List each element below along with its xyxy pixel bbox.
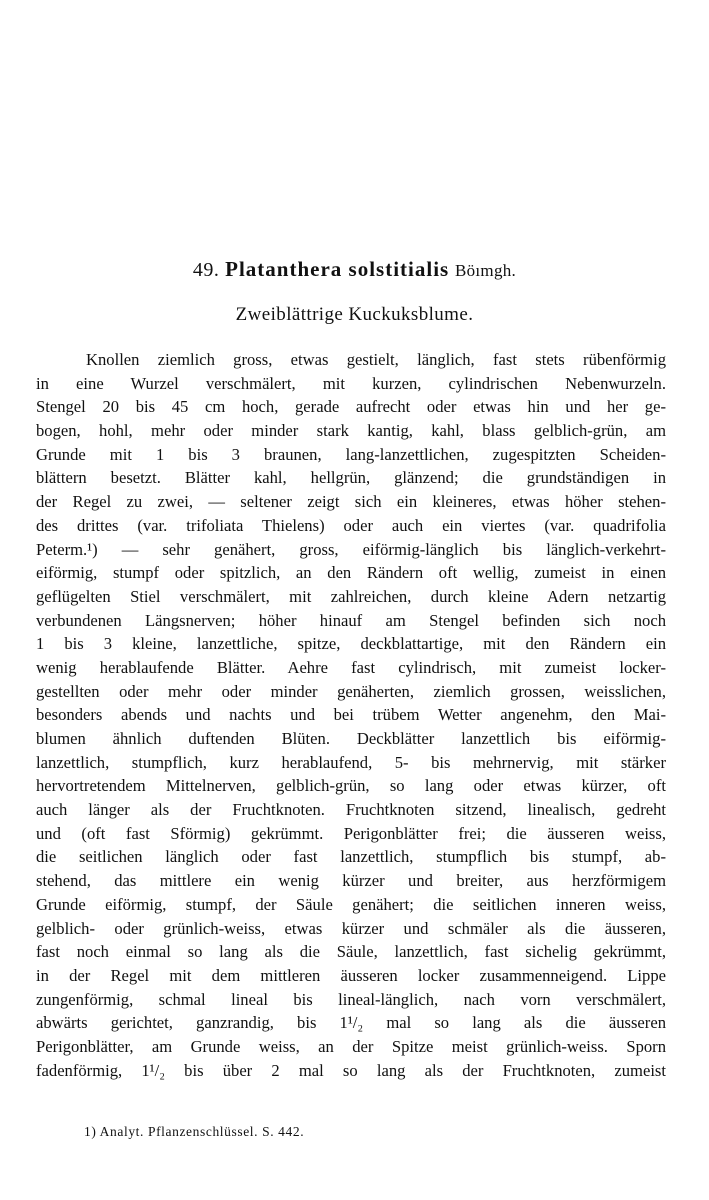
text-line: in eine Wurzel verschmälert, mit kurzen, cylindrischen Nebenwurzeln.: [36, 373, 666, 393]
text-line: Perigonblätter, am Grunde weiss, an der Spitze meist grünlich-weiss. Sporn: [36, 1036, 666, 1056]
text-line: blättern besetzt. Blätter kahl, hellgrün, glänzend; die grundständigen in: [36, 468, 666, 488]
text-line: Stengel 20 bis 45 cm hoch, gerade aufrecht oder etwas hin und her ge-: [36, 397, 666, 417]
text-line: die seitlichen länglich oder fast lanzettlich, stumpflich bis stumpf, ab-: [36, 847, 666, 867]
text-line: lanzettlich, stumpflich, kurz herablaufend, 5- bis mehrnervig, mit stärker: [36, 752, 666, 772]
text-line: der Regel zu zwei, — seltener zeigt sich ein kleineres, etwas höher stehen-: [36, 492, 666, 512]
species-name: Platanthera solstitialis: [225, 257, 450, 281]
text-line: fast noch einmal so lang als die Säule, lanzettlich, fast sichelig gekrümmt,: [36, 942, 666, 962]
text-line: bogen, hohl, mehr oder minder stark kantig, kahl, blass gelblich-grün, am: [36, 421, 666, 441]
description-paragraph: [36, 348, 666, 1082]
text-line: abwärts gerichtet, ganzrandig, bis 1¹/₂ mal so lang als die äusseren: [36, 1013, 666, 1033]
text-line: besonders abends und nachts und bei trübem Wetter angenehm, den Mai-: [36, 705, 666, 725]
text-line: Grunde eiförmig, stumpf, der Säule genähert; die seitlichen inneren weiss,: [36, 894, 666, 914]
text-line: hervortretendem Mittelnerven, gelblich-grün, so lang oder etwas kürzer, oft: [36, 776, 666, 796]
text-line: Knollen ziemlich gross, etwas gestielt, länglich, fast stets rübenförmig: [86, 350, 666, 369]
text-line: verbundenen Längsnerven; höher hinauf am Stengel befinden sich noch: [36, 610, 666, 630]
text-line: Peterm.¹) — sehr genähert, gross, eiförmig-länglich bis länglich-verkehrt-: [36, 539, 666, 559]
common-name: Zweiblättrige Kuckuksblume.: [235, 304, 474, 325]
species-number: 49.: [192, 259, 220, 281]
text-line: in der Regel mit dem mittleren äusseren locker zusammenneigend. Lippe: [36, 965, 666, 985]
text-line: auch länger als der Fruchtknoten. Fruchtknoten sitzend, linealisch, gedreht: [36, 800, 666, 820]
text-line: eiförmig, stumpf oder spitzlich, an den Rändern oft wellig, zumeist in einen: [36, 563, 666, 583]
text-line: des drittes (var. trifoliata Thielens) oder auch ein viertes (var. quadrifolia: [36, 515, 666, 535]
text-line: 1 bis 3 kleine, lanzettliche, spitze, deckblattartige, mit den Rändern ein: [36, 634, 666, 654]
footnote: 1) Analyt. Pflanzenschlüssel. S. 442.: [84, 1124, 305, 1139]
text-line: gelblich- oder grünlich-weiss, etwas kürzer und schmäler als die äusseren,: [36, 918, 666, 938]
text-line: wenig herablaufende Blätter. Aehre fast cylindrisch, mit zumeist locker-: [36, 657, 666, 677]
text-line: zungenförmig, schmal lineal bis lineal-länglich, nach vorn verschmälert,: [36, 989, 666, 1009]
text-line: gestellten oder mehr oder minder genäherten, ziemlich grossen, weisslichen,: [36, 681, 666, 701]
species-heading: [0, 257, 709, 282]
text-line: und (oft fast Sförmig) gekrümmt. Perigonblätter frei; die äusseren weiss,: [36, 823, 666, 843]
text-line: blumen ähnlich duftenden Blüten. Deckblätter lanzettlich bis eiförmig-: [36, 729, 666, 748]
text-line: fadenförmig, 1¹/₂ bis über 2 mal so lang als der Fruchtknoten, zumeist: [36, 1060, 666, 1080]
species-author: Böımgh.: [454, 261, 517, 280]
text-line: geflügelten Stiel verschmälert, mit zahlreichen, durch kleine Adern netzartig: [36, 586, 666, 606]
text-line: Grunde mit 1 bis 3 braunen, lang-lanzettlichen, zugespitzten Scheiden-: [36, 444, 666, 464]
text-line: stehend, das mittlere ein wenig kürzer und breiter, aus herzförmigem: [36, 871, 666, 891]
